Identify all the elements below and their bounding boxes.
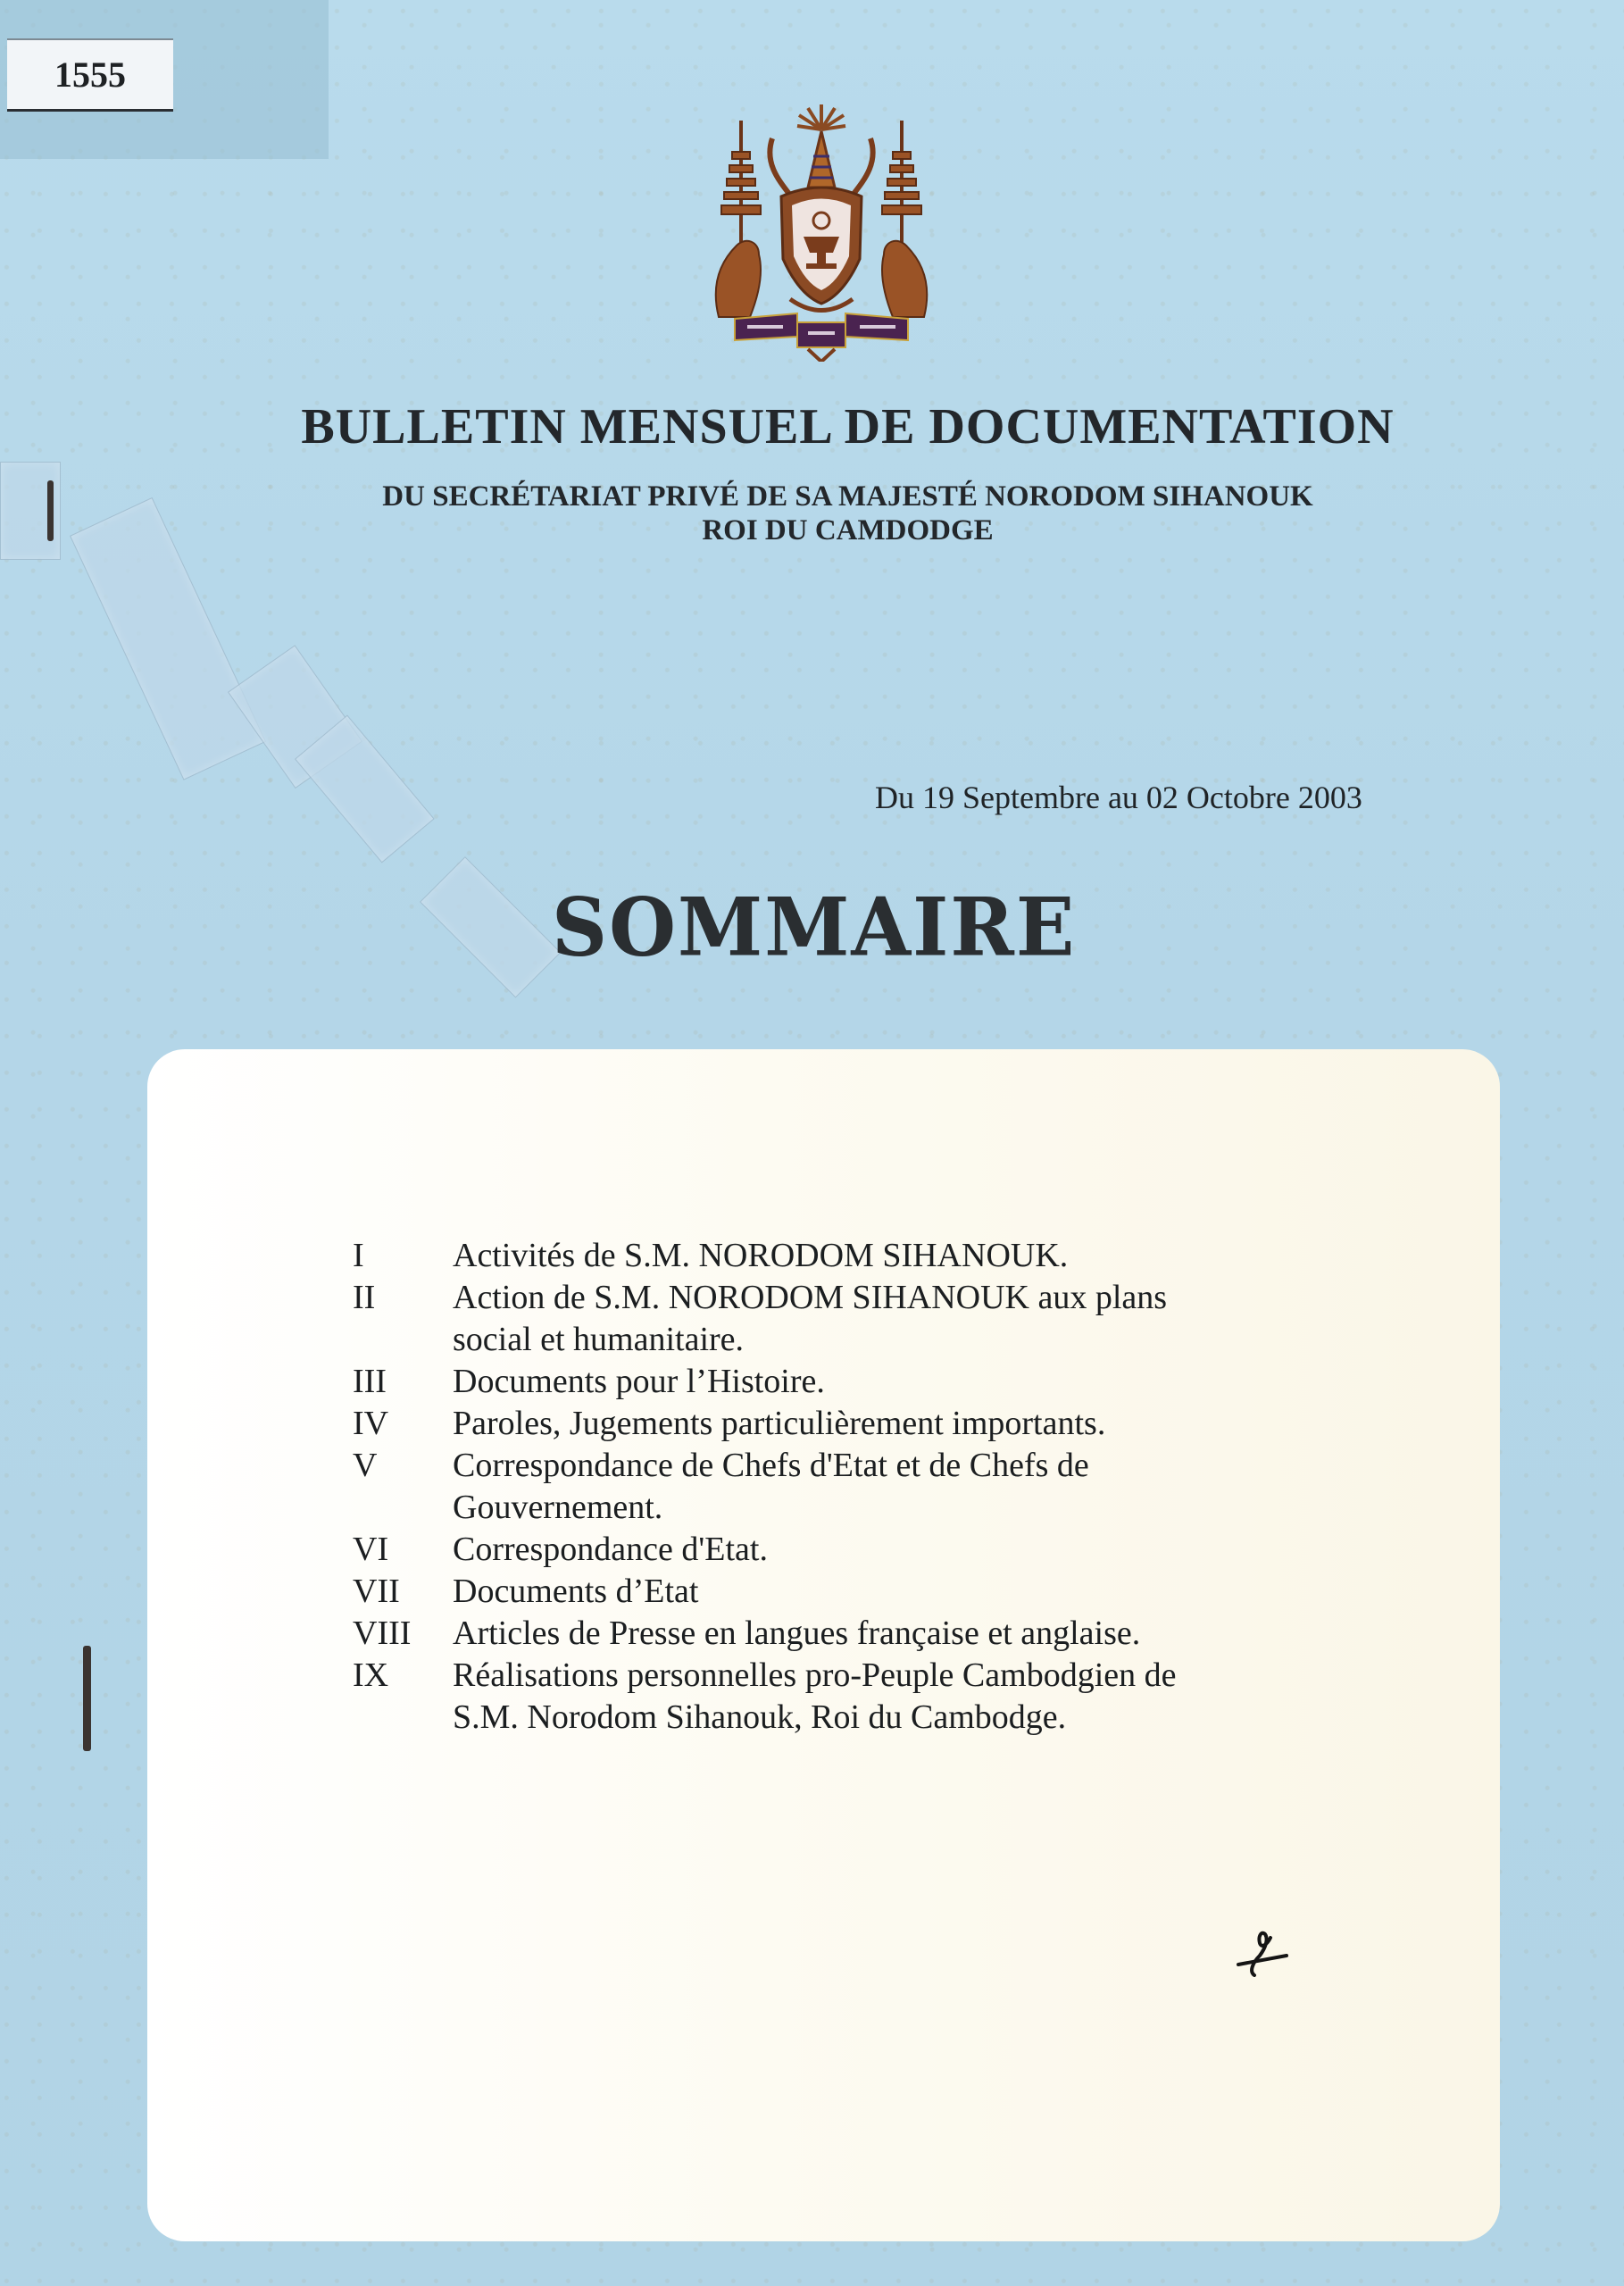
toc-title: Réalisations personnelles pro-Peuple Cambodgien de [453,1656,1177,1694]
toc-numeral: VII [353,1573,400,1610]
toc-item [353,1613,1335,1655]
right-lion [882,241,927,317]
toc-item [353,1529,1335,1571]
toc-numeral: III [353,1363,387,1400]
subtitle-line-2: ROI DU CAMDODGE [702,514,994,546]
royal-arms-of-cambodia-icon [710,103,933,362]
section-heading-sommaire: SOMMAIRE [552,880,1077,975]
toc-item [353,1361,1335,1403]
toc-numeral: V [353,1447,378,1484]
date-range: Du 19 Septembre au 02 Octobre 2003 [875,780,1362,815]
toc-item [353,1571,1335,1613]
toc-title: Articles de Presse en langues française et anglaise. [453,1614,1141,1652]
toc-numeral: VIII [353,1614,412,1652]
toc-numeral: I [353,1237,364,1274]
crown-spire [808,131,835,188]
toc-numeral: IX [353,1656,389,1694]
toc-title: Documents pour l’Histoire. [453,1363,825,1400]
toc-item [353,1655,1335,1739]
toc-item [353,1403,1335,1445]
tape-strip-5 [420,856,561,997]
toc-title: Paroles, Jugements particulièrement importants. [453,1405,1106,1442]
toc-numeral: IV [353,1405,389,1442]
toc-title-continuation: social et humanitaire. [453,1321,745,1358]
bulletin-title: BULLETIN MENSUEL DE DOCUMENTATION [301,399,1395,455]
table-of-contents [353,1235,1335,1739]
toc-item [353,1445,1335,1529]
toc-item [353,1277,1335,1361]
sun-rays-icon [797,104,845,129]
toc-title: Activités de S.M. NORODOM SIHANOUK. [453,1237,1069,1274]
handwritten-initial-icon [1237,1931,1290,1977]
toc-title: Correspondance d'Etat. [453,1531,768,1568]
staple-top [47,480,54,541]
toc-numeral: II [353,1279,376,1316]
toc-title-continuation: Gouvernement. [453,1489,663,1526]
toc-title: Correspondance de Chefs d'Etat et de Chefs de [453,1447,1089,1484]
toc-title: Documents d’Etat [453,1573,699,1610]
toc-title: Action de S.M. NORODOM SIHANOUK aux plans [453,1279,1168,1316]
left-lion [716,241,761,317]
toc-item [353,1235,1335,1277]
archive-number-label: 1555 [7,38,173,112]
toc-title-continuation: S.M. Norodom Sihanouk, Roi du Cambodge. [453,1698,1067,1736]
subtitle-line-1: DU SECRÉTARIAT PRIVÉ DE SA MAJESTÉ NORODOM SIHANOUK [382,480,1313,513]
bulletin-subtitle [0,480,1624,547]
toc-numeral: VI [353,1531,389,1568]
staple-bottom [83,1646,91,1751]
